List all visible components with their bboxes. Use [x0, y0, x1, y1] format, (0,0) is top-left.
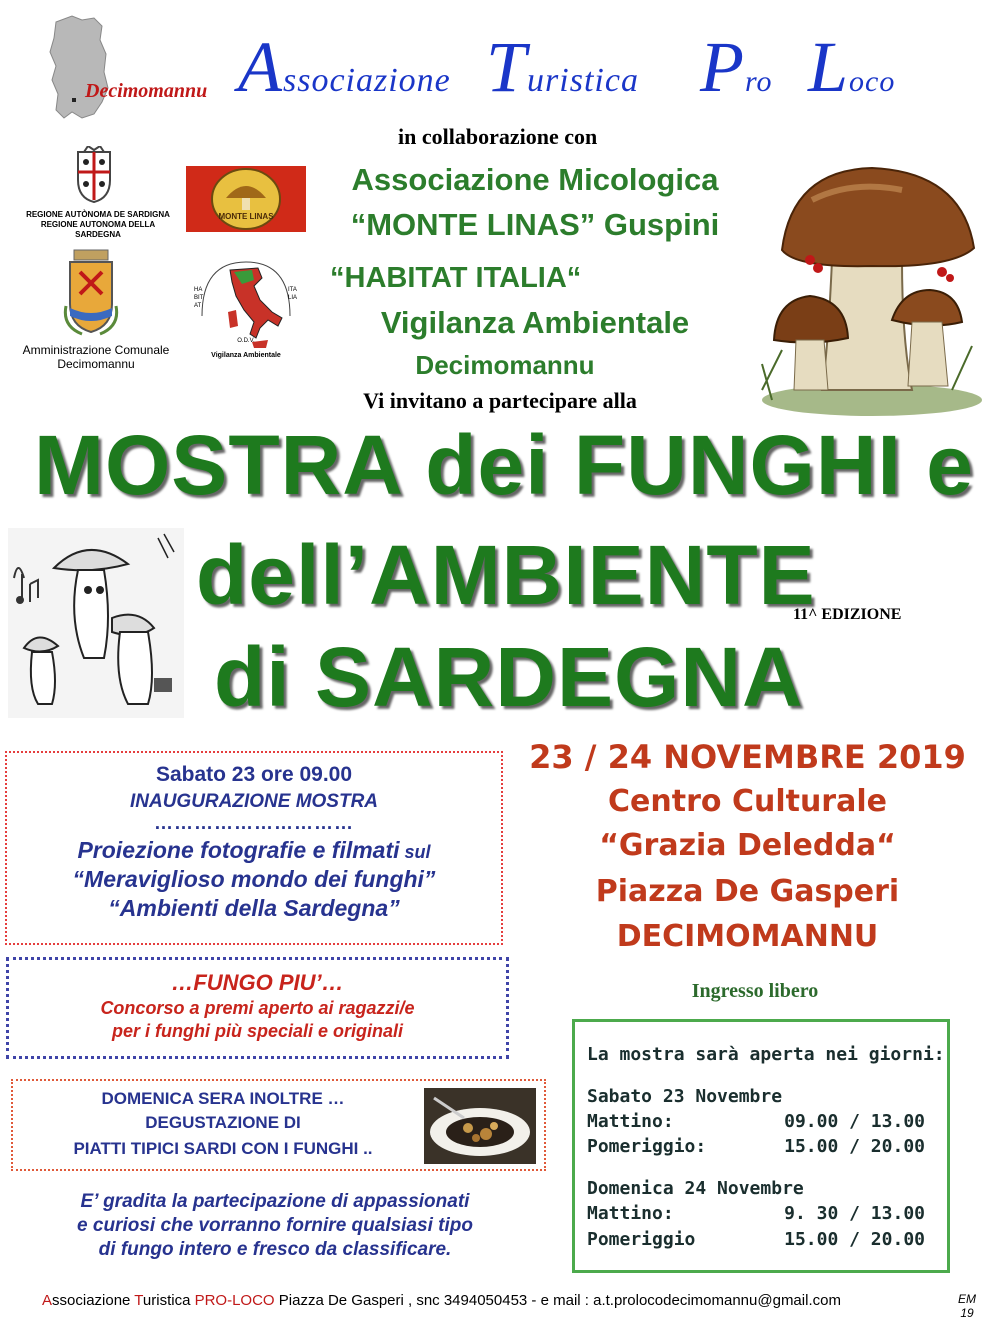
tasting-line-1: DOMENICA SERA INOLTRE …	[101, 1089, 345, 1108]
comune-caption: Amministrazione Comunale Decimomannu	[22, 343, 170, 371]
schedule-day1-afternoon-label: Pomeriggio:	[587, 1136, 707, 1157]
projection-line: Proiezione fotografie e filmati sul	[77, 837, 431, 863]
partner-decimomannu: Decimomannu	[415, 350, 595, 380]
schedule-day1-morning-label: Mattino:	[587, 1111, 674, 1132]
footer-address-email: Piazza De Gasperi , snc 3494050453 - e mail : a.t.prolocodecimomannu@gmail.com	[274, 1292, 841, 1309]
projection-topic-1: “Meraviglioso mondo dei funghi”	[72, 866, 436, 892]
projection-topic-2: “Ambienti della Sardegna”	[108, 895, 400, 921]
cartoon-mushrooms-illustration	[8, 528, 184, 718]
schedule-intro: La mostra sarà aperta nei giorni:	[587, 1044, 945, 1065]
schedule-day2-afternoon-time: 15.00 / 20.00	[784, 1229, 925, 1250]
inauguration-time: Sabato 23 ore 09.00	[155, 763, 353, 786]
main-title-line3: di SARDEGNA	[214, 630, 804, 724]
venue-line-3: Piazza De Gasperi	[595, 874, 900, 909]
schedule-day1: Sabato 23 Novembre	[587, 1086, 783, 1107]
contest-line-2: per i funghi più speciali e originali	[111, 1021, 404, 1041]
mushroom-dish-photo	[424, 1088, 536, 1164]
collab-text: in collaborazione con	[398, 124, 598, 149]
main-title-line2: dell’AMBIENTE	[196, 528, 816, 622]
contest-line-1: Concorso a premi aperto ai ragazzi/e	[100, 998, 415, 1018]
program-inauguration-box	[5, 751, 503, 945]
tasting-line-3: PIATTI TIPICI SARDI CON I FUNGHI ..	[73, 1139, 373, 1158]
header-loco-title: Loco	[808, 27, 896, 107]
event-date: 23 / 24 NOVEMBRE 2019	[529, 738, 966, 776]
schedule-day1-afternoon-time: 15.00 / 20.00	[784, 1136, 925, 1157]
schedule-day1-morning-time: 09.00 / 13.00	[784, 1111, 925, 1132]
region-caption: REGIONE AUTÒNOMA DE SARDIGNA REGIONE AUTONOMA DELLA SARDEGNA	[26, 210, 170, 239]
region-sardinia-crest-icon	[58, 146, 130, 206]
partner-vigilanza: Vigilanza Ambientale	[380, 305, 690, 340]
header-turistica-title: Turistica	[486, 27, 639, 107]
partner-habitat: “HABITAT ITALIA“	[330, 262, 582, 294]
venue-line-2: “Grazia Deledda“	[599, 828, 896, 863]
monte-linas-logo: MONTE LINAS	[186, 166, 306, 232]
schedule-day2-morning-time: 9. 30 / 13.00	[784, 1203, 925, 1224]
free-entry-label: Ingresso libero	[691, 980, 819, 1002]
header-pro-title: Pro	[700, 27, 773, 107]
partner-micologica: Associazione Micologica	[351, 162, 719, 197]
comune-crest-icon	[62, 246, 120, 338]
schedule-day2: Domenica 24 Novembre	[587, 1178, 804, 1199]
main-title-line1: MOSTRA dei FUNGHI e	[34, 418, 974, 512]
participation-note: E’ gradita la partecipazione di appassionati e curiosi che vorranno fornire qualsiasi tipo di fungo intero e fresco da classificare.	[77, 1191, 473, 1260]
inauguration-title: INAUGURAZIONE MOSTRA	[129, 791, 379, 812]
header-assoc-title: Associazione	[238, 27, 451, 107]
opening-hours-box	[572, 1019, 950, 1273]
contest-title: …FUNGO PIU’…	[171, 970, 344, 995]
venue-line-1: Centro Culturale	[608, 784, 887, 819]
header-city: Decimomannu	[85, 80, 208, 102]
program-contest-box	[6, 957, 509, 1059]
footer-contact: Associazione Turistica PRO-LOCO Piazza De Gasperi , snc 3494050453 - e mail : a.t.prolocodecimomannu@gmail.com	[42, 1292, 841, 1309]
edition-label: 11^ EDIZIONE	[793, 606, 902, 623]
mushroom-badge-icon	[186, 166, 306, 232]
tasting-line-2: DEGUSTAZIONE DI	[145, 1113, 301, 1132]
schedule-day2-morning-label: Mattino:	[587, 1203, 674, 1224]
venue-line-4: DECIMOMANNU	[616, 919, 879, 954]
partner-monte-linas: “MONTE LINAS” Guspini	[350, 207, 720, 242]
inauguration-dots: …………………………	[154, 813, 354, 834]
porcini-mushrooms-illustration	[752, 150, 982, 420]
habitat-italia-logo: O.D.V. Vigilanza Ambientale HABITAT ITALIA	[196, 256, 296, 366]
invite-text: Vi invitano a partecipare alla	[363, 388, 637, 413]
sardinia-map-icon	[42, 14, 112, 124]
footer-code: EM 19	[958, 1292, 976, 1320]
schedule-day2-afternoon-label: Pomeriggio	[587, 1229, 696, 1250]
